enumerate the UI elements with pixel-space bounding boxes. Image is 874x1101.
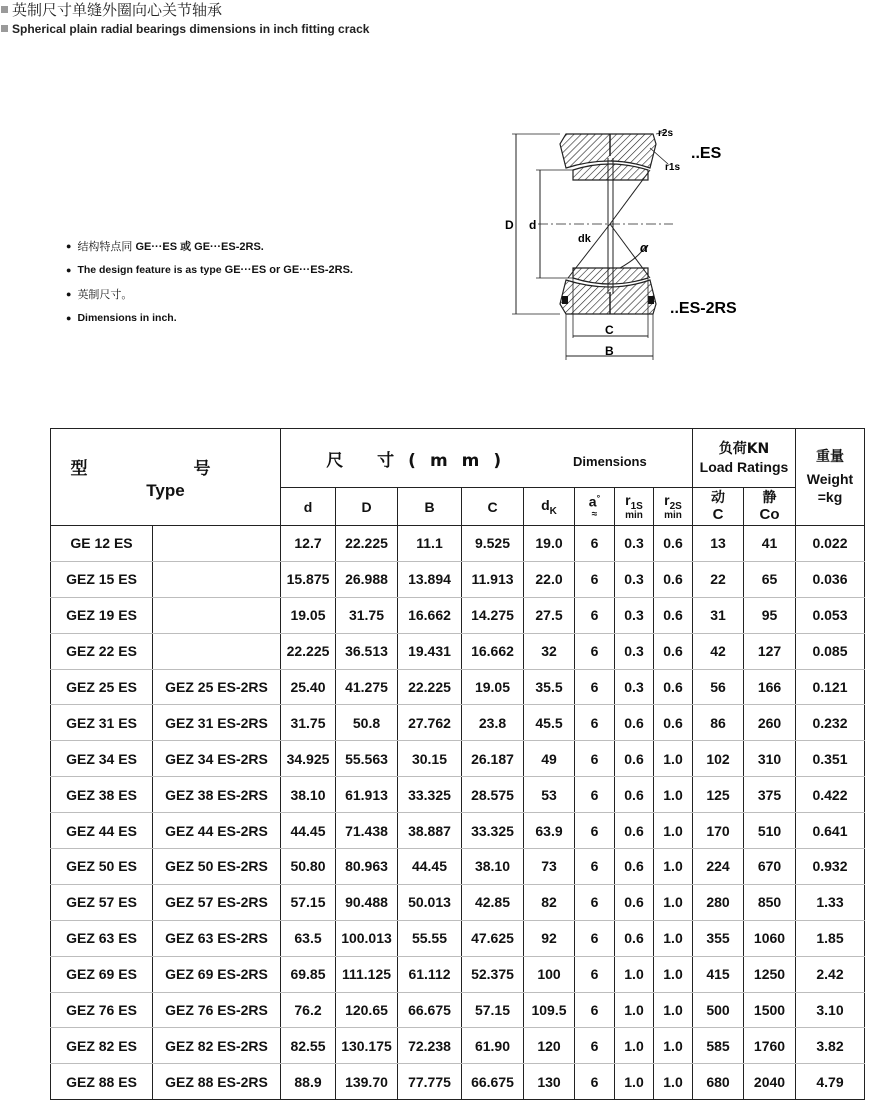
col-r1s: $r_{1S}$ min (615, 488, 654, 526)
table-cell: 1.0 (654, 1064, 693, 1100)
table-cell: 0.3 (615, 633, 654, 669)
table-cell: 120 (524, 1028, 575, 1064)
table-cell: 166 (744, 669, 796, 705)
table-cell: 0.3 (615, 561, 654, 597)
es-label: ..ES (691, 145, 722, 162)
table-cell: 0.6 (615, 705, 654, 741)
type-es: GEZ 44 ES (51, 813, 153, 849)
type-es-2rs: GEZ 88 ES-2RS (153, 1064, 281, 1100)
table-row (51, 956, 865, 992)
table-cell: 65 (744, 561, 796, 597)
table-cell: 6 (575, 849, 615, 885)
B-label: B (605, 344, 614, 358)
table-cell: 0.121 (796, 669, 865, 705)
table-cell: 585 (693, 1028, 744, 1064)
table-cell: 38.10 (462, 849, 524, 885)
table-cell: 22.225 (336, 526, 398, 562)
table-cell: 0.022 (796, 526, 865, 562)
table-row (51, 992, 865, 1028)
table-cell: 66.675 (398, 992, 462, 1028)
table-cell: 86 (693, 705, 744, 741)
header-en-row (0, 19, 369, 38)
table-cell: 1760 (744, 1028, 796, 1064)
table-cell: 500 (693, 992, 744, 1028)
table-cell: 6 (575, 1064, 615, 1100)
bullet-icon: ● (66, 313, 72, 323)
table-cell: 41 (744, 526, 796, 562)
table-cell: 0.351 (796, 741, 865, 777)
table-cell: 0.6 (654, 633, 693, 669)
table-cell: 16.662 (462, 633, 524, 669)
table-cell: 22.0 (524, 561, 575, 597)
type-es: GEZ 19 ES (51, 597, 153, 633)
table-cell: 73 (524, 849, 575, 885)
table-cell: 2040 (744, 1064, 796, 1100)
type-es-2rs: GEZ 34 ES-2RS (153, 741, 281, 777)
table-cell: 0.6 (654, 705, 693, 741)
table-cell: 61.112 (398, 956, 462, 992)
table-cell: 92 (524, 920, 575, 956)
table-cell: 1.0 (654, 849, 693, 885)
table-cell: 100 (524, 956, 575, 992)
col-d: d (281, 488, 336, 526)
table-row (51, 884, 865, 920)
type-es: GEZ 76 ES (51, 992, 153, 1028)
table-cell: 1.0 (654, 956, 693, 992)
table-cell: 72.238 (398, 1028, 462, 1064)
type-es: GEZ 25 ES (51, 669, 153, 705)
table-row (51, 561, 865, 597)
table-cell: 0.6 (654, 526, 693, 562)
col-C: C (462, 488, 524, 526)
table-cell: 260 (744, 705, 796, 741)
seal-left (562, 296, 568, 304)
table-cell: 52.375 (462, 956, 524, 992)
table-cell: 6 (575, 669, 615, 705)
table-cell: 0.6 (615, 920, 654, 956)
type-es: GEZ 63 ES (51, 920, 153, 956)
table-row (51, 777, 865, 813)
table-row (51, 526, 865, 562)
dk-label: dk (578, 233, 591, 245)
type-es: GE 12 ES (51, 526, 153, 562)
bullet-square-icon (1, 6, 8, 13)
type-es-2rs: GEZ 82 ES-2RS (153, 1028, 281, 1064)
feature-note: ● 英制尺寸。 (66, 288, 133, 301)
table-cell: 41.275 (336, 669, 398, 705)
r1s-label: r1s (665, 162, 681, 173)
inner-ring-bottom (573, 268, 648, 284)
table-cell: 61.90 (462, 1028, 524, 1064)
spec-table (50, 428, 865, 1100)
table-cell: 1.0 (654, 992, 693, 1028)
table-cell: 32 (524, 633, 575, 669)
table-row (51, 633, 865, 669)
table-cell: 44.45 (281, 813, 336, 849)
table-cell: 19.05 (462, 669, 524, 705)
type-es: GEZ 15 ES (51, 561, 153, 597)
table-cell: 224 (693, 849, 744, 885)
type-es: GEZ 22 ES (51, 633, 153, 669)
table-cell: 0.3 (615, 669, 654, 705)
table-cell: 1060 (744, 920, 796, 956)
table-cell: 0.6 (615, 884, 654, 920)
type-es-2rs (153, 597, 281, 633)
header-load-ratings: 负荷KN Load Ratings (693, 429, 796, 488)
table-cell: 0.232 (796, 705, 865, 741)
table-cell: 1.85 (796, 920, 865, 956)
table-cell: 375 (744, 777, 796, 813)
type-es-2rs: GEZ 69 ES-2RS (153, 956, 281, 992)
table-cell: 415 (693, 956, 744, 992)
table-cell: 0.3 (615, 526, 654, 562)
header-type: 型 号 Type (51, 429, 281, 526)
table-cell: 90.488 (336, 884, 398, 920)
table-cell: 22.225 (398, 669, 462, 705)
feature-note: ● Dimensions in inch. (66, 312, 177, 324)
table-cell: 33.325 (398, 777, 462, 813)
table-cell: 1.0 (615, 992, 654, 1028)
table-cell: 0.6 (615, 741, 654, 777)
table-cell: 11.913 (462, 561, 524, 597)
type-es: GEZ 34 ES (51, 741, 153, 777)
table-cell: 45.5 (524, 705, 575, 741)
bullet-square-icon (1, 25, 8, 32)
type-es-2rs (153, 526, 281, 562)
table-cell: 1.0 (615, 956, 654, 992)
table-row (51, 1028, 865, 1064)
page-header (0, 0, 369, 38)
table-cell: 49 (524, 741, 575, 777)
col-D: D (336, 488, 398, 526)
table-cell: 280 (693, 884, 744, 920)
bullet-icon: ● (66, 289, 72, 299)
table-cell: 125 (693, 777, 744, 813)
table-cell: 1.0 (615, 1064, 654, 1100)
table-cell: 63.5 (281, 920, 336, 956)
table-row (51, 597, 865, 633)
bearing-drawing (498, 118, 778, 368)
table-cell: 6 (575, 633, 615, 669)
table-cell: 13.894 (398, 561, 462, 597)
table-cell: 130 (524, 1064, 575, 1100)
table-cell: 66.675 (462, 1064, 524, 1100)
col-static-load: 静 Co (744, 488, 796, 526)
type-es: GEZ 50 ES (51, 849, 153, 885)
table-cell: 6 (575, 813, 615, 849)
table-cell: 71.438 (336, 813, 398, 849)
table-cell: 1500 (744, 992, 796, 1028)
bullet-icon: ● (66, 241, 72, 251)
title-zh: 英制尺寸单缝外圈向心关节轴承 (12, 1, 223, 19)
table-cell: 0.641 (796, 813, 865, 849)
table-cell: 33.325 (462, 813, 524, 849)
feature-note: ● 结构特点同 GE···ES 或 GE···ES-2RS. (66, 240, 264, 253)
type-es-2rs (153, 561, 281, 597)
table-cell: 19.0 (524, 526, 575, 562)
table-cell: 44.45 (398, 849, 462, 885)
table-cell: 50.013 (398, 884, 462, 920)
col-dynamic-load: 动 C (693, 488, 744, 526)
table-cell: 38.887 (398, 813, 462, 849)
type-es-2rs: GEZ 44 ES-2RS (153, 813, 281, 849)
table-row (51, 705, 865, 741)
table-cell: 1.0 (654, 920, 693, 956)
table-cell: 6 (575, 956, 615, 992)
table-cell: 42 (693, 633, 744, 669)
type-es: GEZ 38 ES (51, 777, 153, 813)
table-cell: 13 (693, 526, 744, 562)
table-cell: 34.925 (281, 741, 336, 777)
table-cell: 170 (693, 813, 744, 849)
table-cell: 36.513 (336, 633, 398, 669)
table-cell: 6 (575, 920, 615, 956)
table-cell: 88.9 (281, 1064, 336, 1100)
header-zh-row (0, 0, 369, 19)
col-dk: $d_K$ (524, 488, 575, 526)
table-cell: 31.75 (336, 597, 398, 633)
table-cell: 77.775 (398, 1064, 462, 1100)
type-es-2rs (153, 633, 281, 669)
d-label: d (529, 218, 537, 232)
table-cell: 0.932 (796, 849, 865, 885)
table-cell: 56 (693, 669, 744, 705)
table-cell: 27.762 (398, 705, 462, 741)
table-cell: 0.053 (796, 597, 865, 633)
col-B: B (398, 488, 462, 526)
table-cell: 100.013 (336, 920, 398, 956)
table-cell: 0.085 (796, 633, 865, 669)
table-cell: 0.6 (654, 669, 693, 705)
table-cell: 50.8 (336, 705, 398, 741)
table-cell: 69.85 (281, 956, 336, 992)
table-cell: 11.1 (398, 526, 462, 562)
table-cell: 6 (575, 597, 615, 633)
table-cell: 0.422 (796, 777, 865, 813)
table-cell: 0.6 (654, 561, 693, 597)
feature-note: ● The design feature is as type GE···ES or GE···ES-2RS. (66, 264, 353, 276)
table-cell: 310 (744, 741, 796, 777)
table-cell: 19.05 (281, 597, 336, 633)
table-cell: 53 (524, 777, 575, 813)
feature-notes (66, 234, 353, 330)
table-cell: 1.0 (654, 1028, 693, 1064)
table-cell: 15.875 (281, 561, 336, 597)
table-cell: 6 (575, 705, 615, 741)
table-cell: 6 (575, 992, 615, 1028)
table-cell: 42.85 (462, 884, 524, 920)
table-cell: 680 (693, 1064, 744, 1100)
table-row (51, 1064, 865, 1100)
type-es-2rs: GEZ 76 ES-2RS (153, 992, 281, 1028)
type-es: GEZ 69 ES (51, 956, 153, 992)
table-cell: 0.036 (796, 561, 865, 597)
table-cell: 1.0 (615, 1028, 654, 1064)
table-cell: 22.225 (281, 633, 336, 669)
table-cell: 6 (575, 1028, 615, 1064)
table-cell: 26.187 (462, 741, 524, 777)
table-cell: 2.42 (796, 956, 865, 992)
table-cell: 38.10 (281, 777, 336, 813)
table-cell: 0.6 (615, 813, 654, 849)
type-es: GEZ 57 ES (51, 884, 153, 920)
table-cell: 55.563 (336, 741, 398, 777)
table-cell: 355 (693, 920, 744, 956)
table-cell: 57.15 (281, 884, 336, 920)
table-cell: 76.2 (281, 992, 336, 1028)
table-cell: 6 (575, 526, 615, 562)
table-cell: 27.5 (524, 597, 575, 633)
C-label: C (605, 323, 614, 337)
type-es: GEZ 31 ES (51, 705, 153, 741)
table-cell: 80.963 (336, 849, 398, 885)
table-cell: 31 (693, 597, 744, 633)
col-alpha: a° ≈ (575, 488, 615, 526)
type-es-2rs: GEZ 25 ES-2RS (153, 669, 281, 705)
table-cell: 139.70 (336, 1064, 398, 1100)
type-es: GEZ 82 ES (51, 1028, 153, 1064)
table-cell: 0.6 (654, 597, 693, 633)
table-cell: 111.125 (336, 956, 398, 992)
table-cell: 14.275 (462, 597, 524, 633)
r2s-label: r2s (658, 128, 674, 139)
bearing-diagram (498, 118, 778, 373)
table-cell: 1.0 (654, 777, 693, 813)
type-es: GEZ 88 ES (51, 1064, 153, 1100)
title-en: Spherical plain radial bearings dimensions in inch fitting crack (12, 21, 370, 36)
header-weight: 重量 Weight =kg (796, 429, 865, 526)
table-row (51, 920, 865, 956)
table-cell: 6 (575, 741, 615, 777)
table-row (51, 741, 865, 777)
bullet-icon: ● (66, 265, 72, 275)
table-cell: 19.431 (398, 633, 462, 669)
table-cell: 670 (744, 849, 796, 885)
table-cell: 95 (744, 597, 796, 633)
table-cell: 30.15 (398, 741, 462, 777)
table-cell: 1.0 (654, 884, 693, 920)
type-es-2rs: GEZ 57 ES-2RS (153, 884, 281, 920)
table-cell: 127 (744, 633, 796, 669)
table-cell: 850 (744, 884, 796, 920)
table-cell: 3.10 (796, 992, 865, 1028)
table-row (51, 669, 865, 705)
table-cell: 50.80 (281, 849, 336, 885)
type-es-2rs: GEZ 63 ES-2RS (153, 920, 281, 956)
table-cell: 120.65 (336, 992, 398, 1028)
es2rs-label: ..ES-2RS (670, 300, 737, 317)
table-cell: 47.625 (462, 920, 524, 956)
table-cell: 0.3 (615, 597, 654, 633)
table-cell: 1250 (744, 956, 796, 992)
table-cell: 6 (575, 777, 615, 813)
table-cell: 510 (744, 813, 796, 849)
table-cell: 28.575 (462, 777, 524, 813)
table-cell: 0.6 (615, 777, 654, 813)
table-cell: 63.9 (524, 813, 575, 849)
table-cell: 57.15 (462, 992, 524, 1028)
table-cell: 0.6 (615, 849, 654, 885)
table-cell: 55.55 (398, 920, 462, 956)
table-cell: 26.988 (336, 561, 398, 597)
table-cell: 82 (524, 884, 575, 920)
table-cell: 1.0 (654, 741, 693, 777)
table-cell: 3.82 (796, 1028, 865, 1064)
table-cell: 130.175 (336, 1028, 398, 1064)
alpha-label: α (640, 240, 649, 255)
table-header-row-1 (51, 429, 865, 488)
table-cell: 102 (693, 741, 744, 777)
table-body (51, 526, 865, 1100)
table-cell: 61.913 (336, 777, 398, 813)
table-cell: 6 (575, 884, 615, 920)
table-cell: 6 (575, 561, 615, 597)
table-cell: 25.40 (281, 669, 336, 705)
table-cell: 22 (693, 561, 744, 597)
table-cell: 9.525 (462, 526, 524, 562)
table-cell: 1.33 (796, 884, 865, 920)
type-es-2rs: GEZ 31 ES-2RS (153, 705, 281, 741)
type-es-2rs: GEZ 38 ES-2RS (153, 777, 281, 813)
D-label: D (505, 218, 514, 232)
type-es-2rs: GEZ 50 ES-2RS (153, 849, 281, 885)
table-cell: 35.5 (524, 669, 575, 705)
table-cell: 109.5 (524, 992, 575, 1028)
seal-right (648, 296, 654, 304)
header-dimensions: 尺 寸(mm) Dimensions (281, 429, 693, 488)
inner-ring-top (573, 164, 648, 180)
table-cell: 31.75 (281, 705, 336, 741)
table-cell: 12.7 (281, 526, 336, 562)
table-cell: 82.55 (281, 1028, 336, 1064)
table-cell: 23.8 (462, 705, 524, 741)
table-row (51, 849, 865, 885)
table-cell: 16.662 (398, 597, 462, 633)
table-row (51, 813, 865, 849)
table-cell: 4.79 (796, 1064, 865, 1100)
col-r2s: $r_{2S}$ min (654, 488, 693, 526)
table-cell: 1.0 (654, 813, 693, 849)
